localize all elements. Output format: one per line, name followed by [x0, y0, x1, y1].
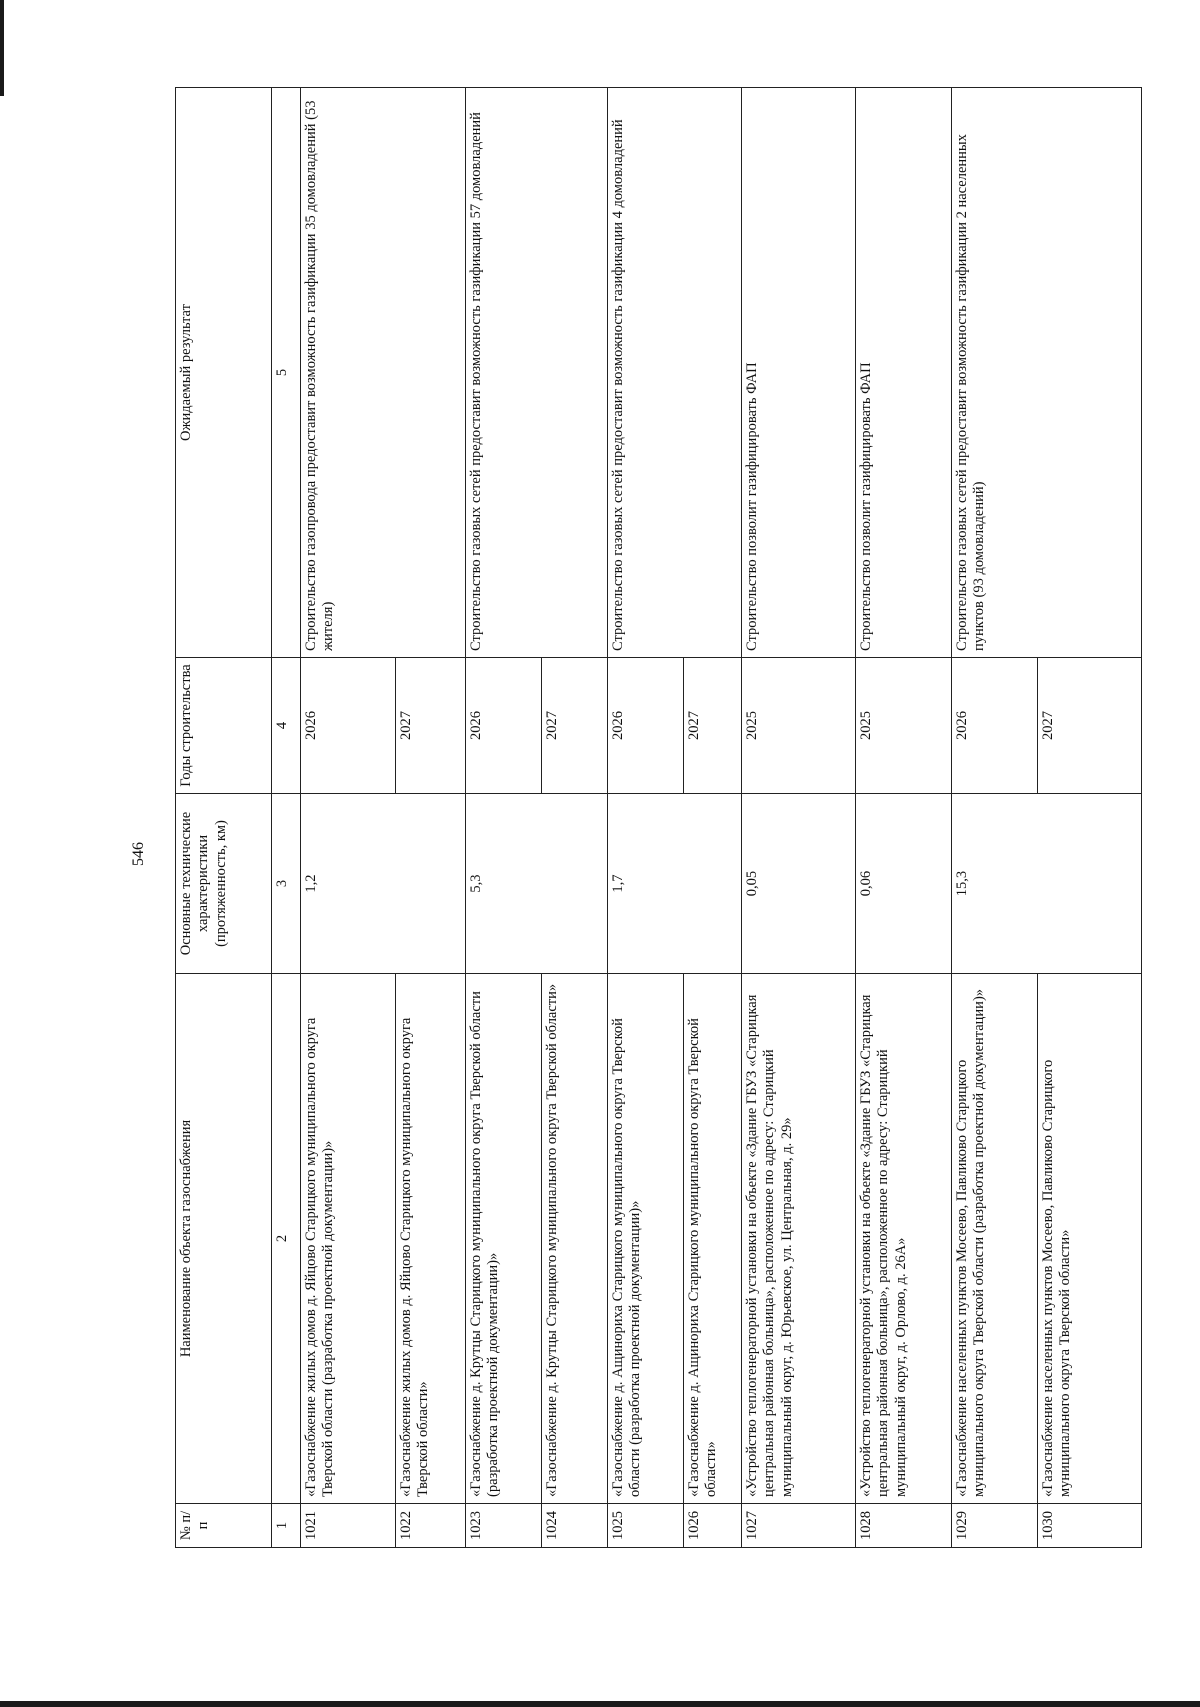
- header-result: Ожидаемый результат: [176, 88, 272, 658]
- header-characteristics: Основные технические характеристики (протяженность, км): [176, 794, 272, 974]
- expected-result: Строительство газопровода предоставит возможность газификации 35 домовладений (53 жителя): [301, 88, 466, 658]
- table-row: [952, 88, 1038, 1548]
- row-number: 1025: [608, 1504, 684, 1548]
- row-number: 1028: [856, 1504, 952, 1548]
- header-years: Годы строительства: [176, 658, 272, 794]
- page-number: 546: [130, 842, 147, 866]
- object-name: «Газоснабжение д. Крутцы Старицкого муниципального округа Тверской области (разработка проектной документации)»: [466, 974, 542, 1504]
- table-row: [608, 88, 684, 1548]
- construction-year: 2027: [684, 658, 742, 794]
- column-number-4: 4: [272, 658, 301, 794]
- row-number: 1022: [396, 1504, 466, 1548]
- length-value: 1,2: [301, 794, 466, 974]
- column-numbers-row: [272, 88, 301, 1548]
- scan-edge-bottom: [0, 1701, 1200, 1707]
- construction-year: 2026: [608, 658, 684, 794]
- object-name: «Газоснабжение д. Крутцы Старицкого муниципального округа Тверской области»: [542, 974, 608, 1504]
- row-number: 1021: [301, 1504, 396, 1548]
- object-name: «Газоснабжение д. Ащинориха Старицкого муниципального округа Тверской области»: [684, 974, 742, 1504]
- length-value: 5,3: [466, 794, 608, 974]
- rotated-table-container: [175, 88, 1141, 1548]
- expected-result: Строительство газовых сетей предоставит возможность газификации 57 домовладений: [466, 88, 608, 658]
- column-number-2: 2: [272, 974, 301, 1504]
- construction-year: 2026: [952, 658, 1038, 794]
- construction-year: 2026: [301, 658, 396, 794]
- length-value: 15,3: [952, 794, 1142, 974]
- row-number: 1030: [1038, 1504, 1142, 1548]
- table-row: [856, 88, 952, 1548]
- object-name: «Газоснабжение д. Ащинориха Старицкого муниципального округа Тверской области (разработка проектной документации)»: [608, 974, 684, 1504]
- construction-year: 2025: [742, 658, 856, 794]
- table-row: [301, 88, 396, 1548]
- column-number-5: 5: [272, 88, 301, 658]
- header-object-name: Наименование объекта газоснабжения: [176, 974, 272, 1504]
- object-name: «Газоснабжение жилых домов д. Яйцово Старицкого муниципального округа Тверской области (разработка проектной документации)»: [301, 974, 396, 1504]
- header-row: [176, 88, 272, 1548]
- construction-year: 2026: [466, 658, 542, 794]
- object-name: «Газоснабжение населенных пунктов Мосеево, Павликово Старицкого муниципального округа Тверской области»: [1038, 974, 1142, 1504]
- table-row: [466, 88, 542, 1548]
- row-number: 1026: [684, 1504, 742, 1548]
- column-number-3: 3: [272, 794, 301, 974]
- object-name: «Устройство теплогенераторной установки на объекте «Здание ГБУЗ «Старицкая центральная районная больница», расположенное по адресу: Старицкий муниципальный округ, д. Юрьевское, ул. Центральная, д. 29»: [742, 974, 856, 1504]
- construction-year: 2027: [396, 658, 466, 794]
- length-value: 0,05: [742, 794, 856, 974]
- object-name: «Устройство теплогенераторной установки на объекте «Здание ГБУЗ «Старицкая центральная районная больница», расположенное по адресу: Старицкий муниципальный округ, д. Орлово, д. 26А»: [856, 974, 952, 1504]
- construction-year: 2027: [542, 658, 608, 794]
- row-number: 1023: [466, 1504, 542, 1548]
- expected-result: Строительство позволит газифицировать ФАП: [742, 88, 856, 658]
- scan-edge-top-left: [0, 0, 4, 96]
- object-name: «Газоснабжение жилых домов д. Яйцово Старицкого муниципального округа Тверской области»: [396, 974, 466, 1504]
- length-value: 0,06: [856, 794, 952, 974]
- gas-supply-table: [175, 87, 1142, 1548]
- expected-result: Строительство газовых сетей предоставит возможность газификации 2 населенных пунктов (93 домовладений): [952, 88, 1142, 658]
- expected-result: Строительство газовых сетей предоставит возможность газификации 4 домовладений: [608, 88, 742, 658]
- expected-result: Строительство позволит газифицировать ФАП: [856, 88, 952, 658]
- construction-year: 2025: [856, 658, 952, 794]
- construction-year: 2027: [1038, 658, 1142, 794]
- column-number-1: 1: [272, 1504, 301, 1548]
- row-number: 1027: [742, 1504, 856, 1548]
- row-number: 1029: [952, 1504, 1038, 1548]
- length-value: 1,7: [608, 794, 742, 974]
- row-number: 1024: [542, 1504, 608, 1548]
- header-number: № п/п: [176, 1504, 272, 1548]
- table-row: [742, 88, 856, 1548]
- object-name: «Газоснабжение населенных пунктов Мосеево, Павликово Старицкого муниципального округа Тверской области (разработка проектной документации)»: [952, 974, 1038, 1504]
